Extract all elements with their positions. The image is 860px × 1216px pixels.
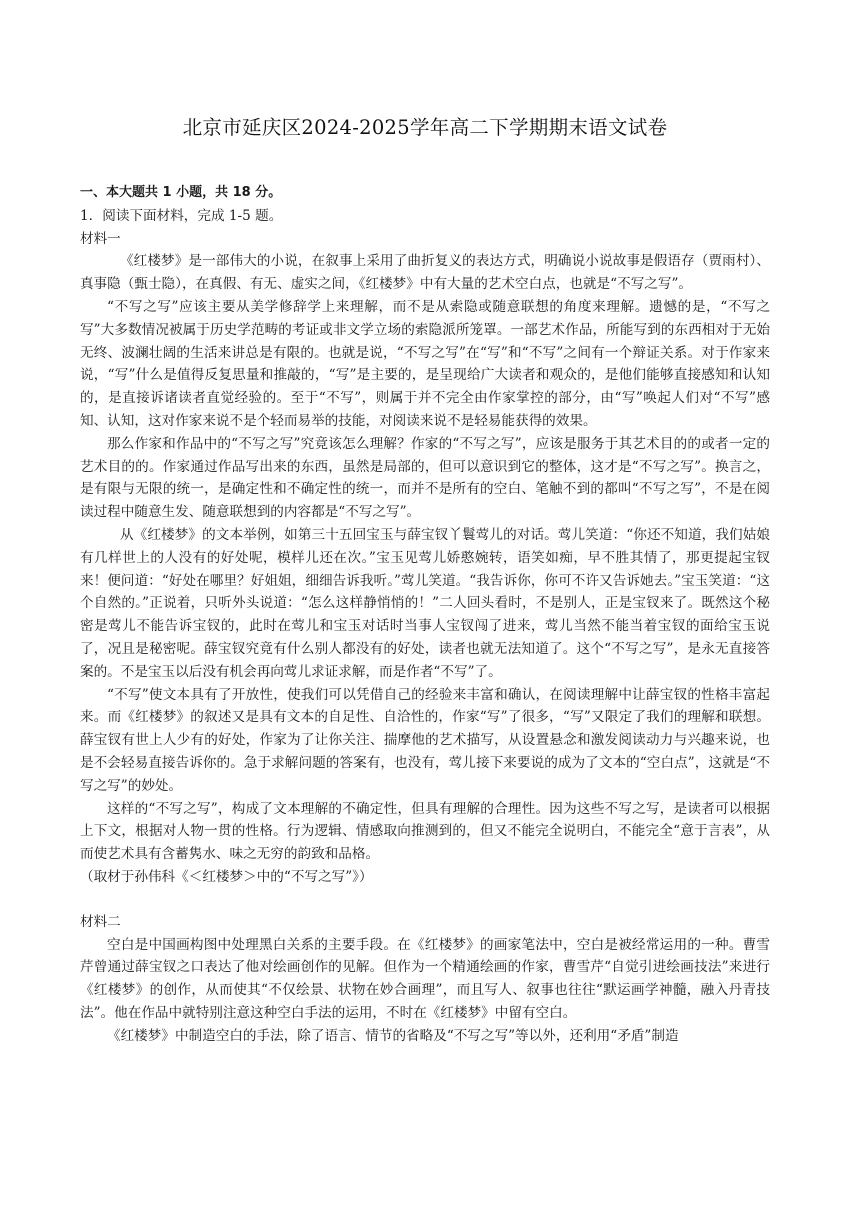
material-label: 材料二 (80, 913, 121, 930)
page-title: 北京市延庆区2024-2025学年高二下学期期末语文试卷 (182, 116, 668, 139)
source-citation: （取材于孙伟科《＜红楼梦＞中的“不写之写”》） (80, 868, 373, 885)
paragraph: 空白是中国画构图中处理黑白关系的主要手段。在《红楼梦》的画家笔法中，空白是被经常运用的一种。曹雪芹曾通过薛宝钗之口表达了他对绘画创作的见解。但作为一个精通绘画的作家，曹雪芹“自觉引进绘画技法”来进行《红楼梦》的创作，从而使其“不仅绘景、状物在妙合画理”，而且写人、叙事也往往“默运画学神髓，融入丹青技法”。他在作品中就特别注意这种空白手法的运用，不时在《红楼梦》中留有空白。 (80, 936, 770, 1021)
spacer (80, 889, 770, 911)
question-instruction: 1．阅读下面材料，完成 1-5 题。 (80, 207, 283, 224)
paragraph: 《红楼梦》是一部伟大的小说，在叙事上采用了曲折复义的表达方式，明确说小说故事是假语存（贾雨村）、真事隐（甄士隐），在真假、有无、虚实之间，《红楼梦》中有大量的艺术空白点，也就是“不写之写”。 (80, 253, 770, 293)
paragraph: 从《红楼梦》的文本举例，如第三十五回宝玉与薛宝钗丫鬟莺儿的对话。莺儿笑道：“你还不知道，我们姑娘有几样世上的人没有的好处呢，模样儿还在次。”宝玉见莺儿娇憨婉转，语笑如痴，早不胜其情了，那更提起宝钗来！便问道：“好处在哪里？好姐姐，细细告诉我听。”莺儿笑道。“我告诉你，你可不许又告诉她去。”宝玉笑道：“这个自然的。”正说着，只听外头说道：“怎么这样静悄悄的！”二人回头看时，不是别人，正是宝钗来了。既然这个秘密是莺儿不能告诉宝钗的，此时在莺儿和宝玉对话时当事人宝钗闯了进来，莺儿当然不能当着宝钗的面给宝玉说了，况且是秘密呢。薛宝钗究竟有什么别人都没有的好处，读者也就无法知道了。这个“不写之写”，是永无直接答案的。不是宝玉以后没有机会再向莺儿求证求解，而是作者“不写”了。 (80, 526, 770, 680)
paragraph: “不写之写”应该主要从美学修辞学上来理解，而不是从索隐或随意联想的角度来理解。遗憾的是，“不写之写”大多数情况被属于历史学范畴的考证或非文学立场的索隐派所笼罩。一部艺术作品，所能写到的东西相对于无始无终、波澜壮阔的生活来讲总是有限的。也就是说，“不写之写”在“写”和“不写”之间有一个辩证关系。对于作家来说，“写”什么是值得反复思量和推敲的，“写”是主要的，是呈现给广大读者和观众的，是他们能够直接感知和认知的，是直接诉诸读者直觉经验的。至于“不写”，则属于并不完全由作家掌控的部分，由“写”唤起人们对“不写”感知、认知，这对作家来说不是个轻而易举的技能，对阅读来说不是轻易能获得的效果。 (80, 298, 770, 429)
paragraph: “不写”使文本具有了开放性，使我们可以凭借自己的经验来丰富和确认，在阅读理解中让薛宝钗的性格丰富起来。而《红楼梦》的叙述又是具有文本的自足性、自洽性的，作家“写”了很多，“写”又限定了我们的理解和联想。薛宝钗有世上人少有的好处，作家为了让你关注、揣摩他的艺术描写，从设置悬念和激发阅读动力与兴趣来说，也是不会轻易直接告诉你的。急于求解问题的答案有，也没有，莺儿接下来要说的成为了文本的“空白点”，这就是“不写之写”的妙处。 (80, 686, 770, 794)
paragraph: 那么作家和作品中的“不写之写”究竟该怎么理解？作家的“不写之写”，应该是服务于其艺术目的的或者一定的艺术目的的。作家通过作品写出来的东西，虽然是局部的，但可以意识到它的整体，这才是“不写之写”。换言之，是有限与无限的统一，是确定性和不确定性的统一，而并不是所有的空白、笔触不到的都叫“不写之写”，不是在阅读过程中随意生发、随意联想到的内容都是“不写之写”。 (80, 435, 770, 521)
document-page (80, 112, 770, 1047)
material-label: 材料一 (80, 230, 121, 247)
section-heading: 一、本大题共 1 小题，共 18 分。 (80, 185, 282, 200)
paragraph: 这样的“不写之写”，构成了文本理解的不确定性，但具有理解的合理性。因为这些不写之写，是读者可以根据上下文，根据对人物一贯的性格。行为逻辑、情感取向推测到的，但又不能完全说明白，不能完全“意于言表”，从而使艺术具有含蓄隽水、味之无穷的韵致和品格。 (80, 800, 770, 863)
paragraph: 《红楼梦》中制造空白的手法，除了语言、情节的省略及“不写之写”等以外，还利用“矛盾”制造 (107, 1027, 679, 1044)
